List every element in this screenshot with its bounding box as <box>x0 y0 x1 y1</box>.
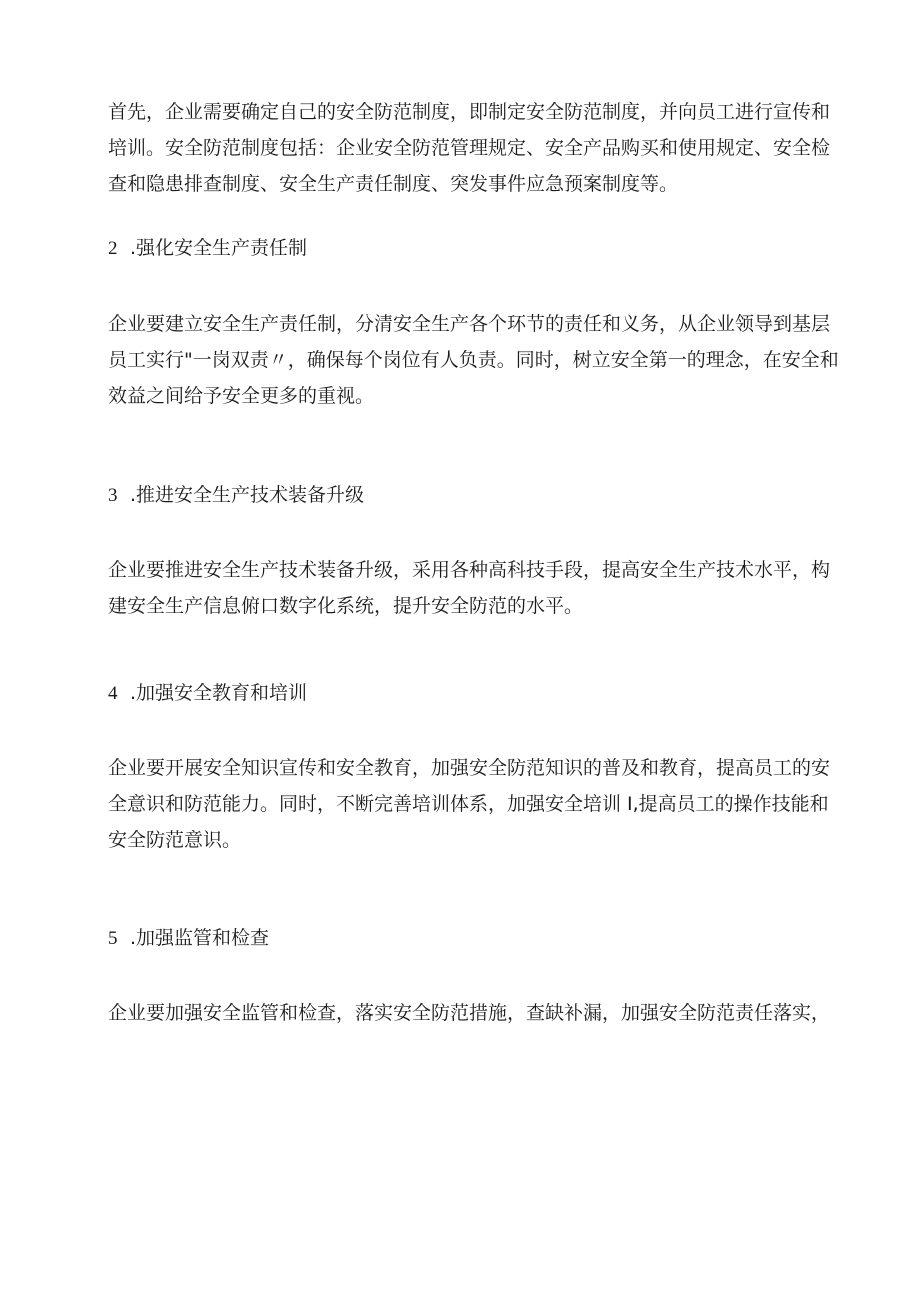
paragraph-line: 企业要开展安全知识宣传和安全教育，加强安全防范知识的普及和教育，提高员工的安 <box>108 757 831 779</box>
paragraph-line: 建安全生产信息俯口数字化系统，提升安全防范的水平。 <box>108 595 584 617</box>
section-3-paragraph <box>108 552 831 624</box>
section-title: .加强监管和检查 <box>130 927 270 949</box>
section-4-paragraph <box>108 750 831 858</box>
section-number: 5 <box>108 928 118 949</box>
section-title: .强化安全生产责任制 <box>130 237 308 259</box>
paragraph-line: 企业要建立安全生产责任制，分清安全生产各个环节的责任和义务，从企业领导到基层 <box>108 313 831 335</box>
paragraph-line: 安全防范意识。 <box>108 829 242 851</box>
section-heading-3 <box>108 477 822 514</box>
section-heading-2 <box>108 230 822 267</box>
section-heading-5 <box>108 920 822 957</box>
paragraph-line: 全意识和防范能力。同时，不断完善培训体系，加强安全培训 I,提高员工的操作技能和 <box>108 793 829 815</box>
paragraph-line: 查和隐患排查制度、安全生产责任制度、突发事件应急预案制度等。 <box>108 173 679 195</box>
section-heading-4 <box>108 675 822 712</box>
paragraph-line: 培训。安全防范制度包括：企业安全防范管理规定、安全产品购买和使用规定、安全检 <box>108 137 831 159</box>
paragraph-line: 效益之间给予安全更多的重视。 <box>108 385 375 407</box>
intro-paragraph <box>108 94 831 202</box>
section-number: 2 <box>108 238 118 259</box>
paragraph-line: 员工实行"一岗双责〃，确保每个岗位有人负责。同时，树立安全第一的理念，在安全和 <box>108 349 839 371</box>
section-2-paragraph <box>108 306 839 414</box>
section-number: 3 <box>108 485 118 506</box>
section-title: .加强安全教育和培训 <box>130 682 308 704</box>
section-title: .推进安全生产技术装备升级 <box>130 484 365 506</box>
paragraph-line: 首先，企业需要确定自己的安全防范制度，即制定安全防范制度，并向员工进行宣传和 <box>108 101 831 123</box>
paragraph-line: 企业要推进安全生产技术装备升级，采用各种高科技手段，提高安全生产技术水平，构 <box>108 559 831 581</box>
section-5-paragraph <box>108 995 831 1031</box>
section-number: 4 <box>108 683 118 704</box>
paragraph-line: 企业要加强安全监管和检查，落实安全防范措施，查缺补漏，加强安全防范责任落实， <box>108 1002 831 1024</box>
